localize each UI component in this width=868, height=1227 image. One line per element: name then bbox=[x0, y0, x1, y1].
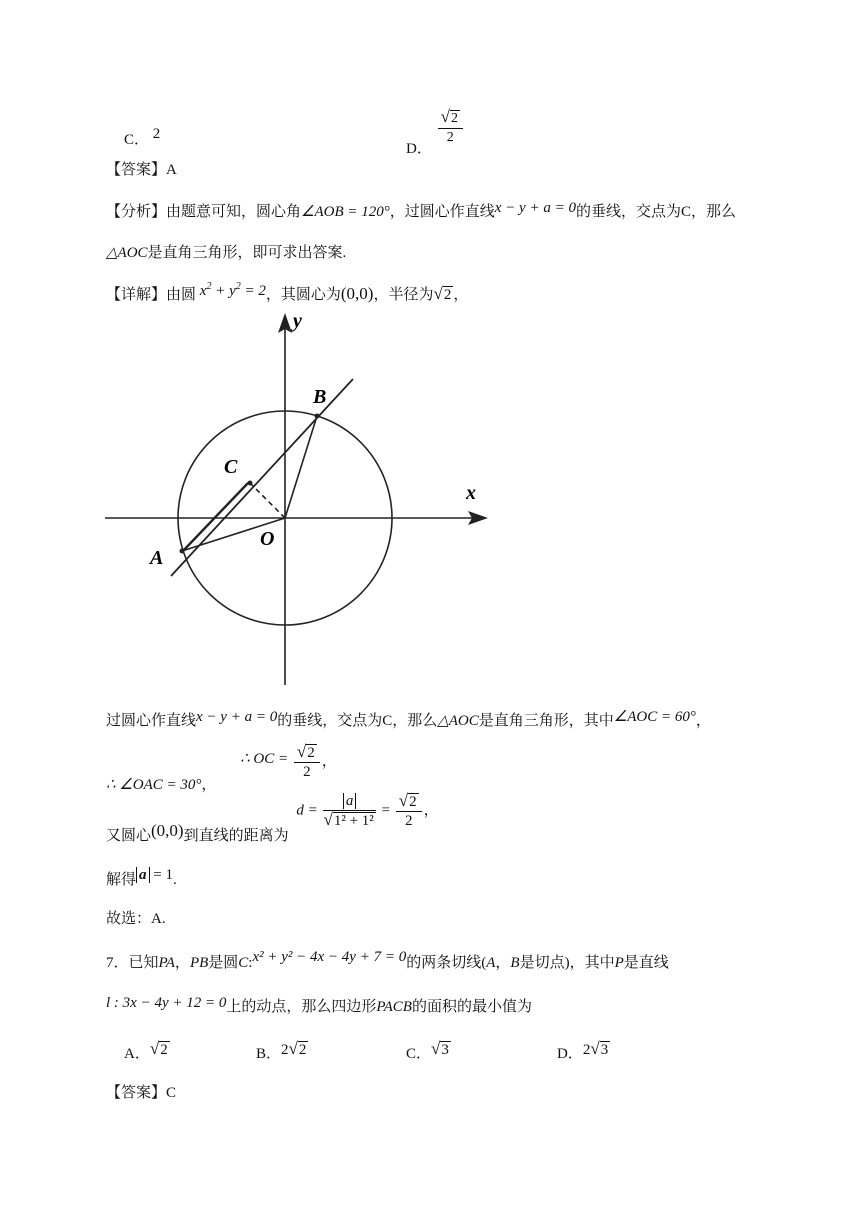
q7-option-d: D．2√3 bbox=[557, 1039, 609, 1062]
circle-equation: $x^2 + y^2 = 2$ bbox=[199, 281, 266, 299]
line-l-equation: l : 3x − 4y + 12 = 0 bbox=[106, 995, 227, 1011]
option-c-label: C． bbox=[124, 132, 150, 148]
point-a bbox=[180, 549, 185, 554]
answer-bracket: 【答案】 bbox=[106, 162, 167, 178]
segment-ob bbox=[285, 416, 317, 518]
label-b: B bbox=[313, 386, 327, 408]
angle-aob: ∠AOB = 120° bbox=[301, 204, 390, 220]
label-a: A bbox=[150, 547, 164, 569]
answer-line-1 bbox=[106, 158, 177, 179]
distance-fraction: $\frac{a}{\text{√1² + 1²}}$ bbox=[323, 793, 374, 829]
label-o: O bbox=[260, 528, 275, 550]
point-c bbox=[248, 481, 253, 486]
step-line-5: 故选：A. bbox=[106, 911, 166, 927]
line-equation: x − y + a = 0 bbox=[494, 200, 576, 216]
option-d-label: D． bbox=[406, 140, 432, 157]
circle-c-equation: x² + y² − 4x − 4y + 7 = 0 bbox=[252, 949, 407, 965]
step-line-4: 解得 a = 1. bbox=[106, 867, 177, 888]
q7-option-a: A．√2 bbox=[124, 1039, 168, 1062]
option-c bbox=[124, 128, 160, 149]
geometry-figure bbox=[100, 305, 500, 690]
step-line-3: 又圆心(0,0)到直线的距离为 d = $\frac{a}{\text{√1² + 1²}}$ = $\frac{√2}{2}$ ， bbox=[106, 791, 439, 845]
distance-value-fraction: $\frac{√2}{2}$ bbox=[396, 792, 422, 830]
label-c: C bbox=[224, 456, 238, 478]
center-coord: (0,0) bbox=[340, 284, 374, 303]
q7-option-b: B．2√2 bbox=[256, 1039, 307, 1062]
option-d-fraction: $\frac{√2}{2}$ bbox=[438, 108, 463, 147]
q7-option-c: C．√3 bbox=[406, 1039, 449, 1062]
option-c-value: 2 bbox=[152, 126, 161, 142]
option-d bbox=[406, 107, 465, 157]
question-7-line-1: 7．已知PA，PB是圆C:x² + y² − 4x − 4y + 7 = 0的两条切线(A，B是切点)，其中P是直线 bbox=[106, 949, 669, 971]
question-7-line-2: l : 3x − 4y + 12 = 0上的动点，那么四边形PACB的面积的最小值为 bbox=[106, 995, 532, 1015]
step-line-2: ∴ ∠OAC = 30°， ∴ OC = $\frac{√2}{2}$ ， bbox=[106, 742, 337, 794]
triangle-aoc: △AOC bbox=[106, 245, 148, 261]
step-line-1: 过圆心作直线x − y + a = 0的垂线，交点为C，那么△AOC是直角三角形，其中∠AOC = 60°， bbox=[106, 709, 711, 729]
detail-line-1: 【详解】由圆 $x^2 + y^2 = 2$，其圆心为(0,0)，半径为√2 ， bbox=[106, 281, 469, 303]
analysis-line-2: △AOC是直角三角形，即可求出答案. bbox=[106, 245, 347, 261]
answer-value: A bbox=[166, 162, 177, 178]
label-y: y bbox=[293, 310, 302, 332]
segment-oc bbox=[250, 483, 285, 518]
label-x: x bbox=[466, 482, 476, 504]
radius-value: 2 bbox=[443, 287, 452, 303]
answer-line-2: 【答案】C bbox=[106, 1085, 177, 1101]
point-b bbox=[315, 414, 320, 419]
oc-fraction: $\frac{√2}{2}$ bbox=[294, 743, 320, 781]
analysis-line-1: 【分析】由题意可知，圆心角∠AOB = 120°，过圆心作直线x − y + a = 0的垂线，交点为C，那么 bbox=[106, 200, 736, 220]
